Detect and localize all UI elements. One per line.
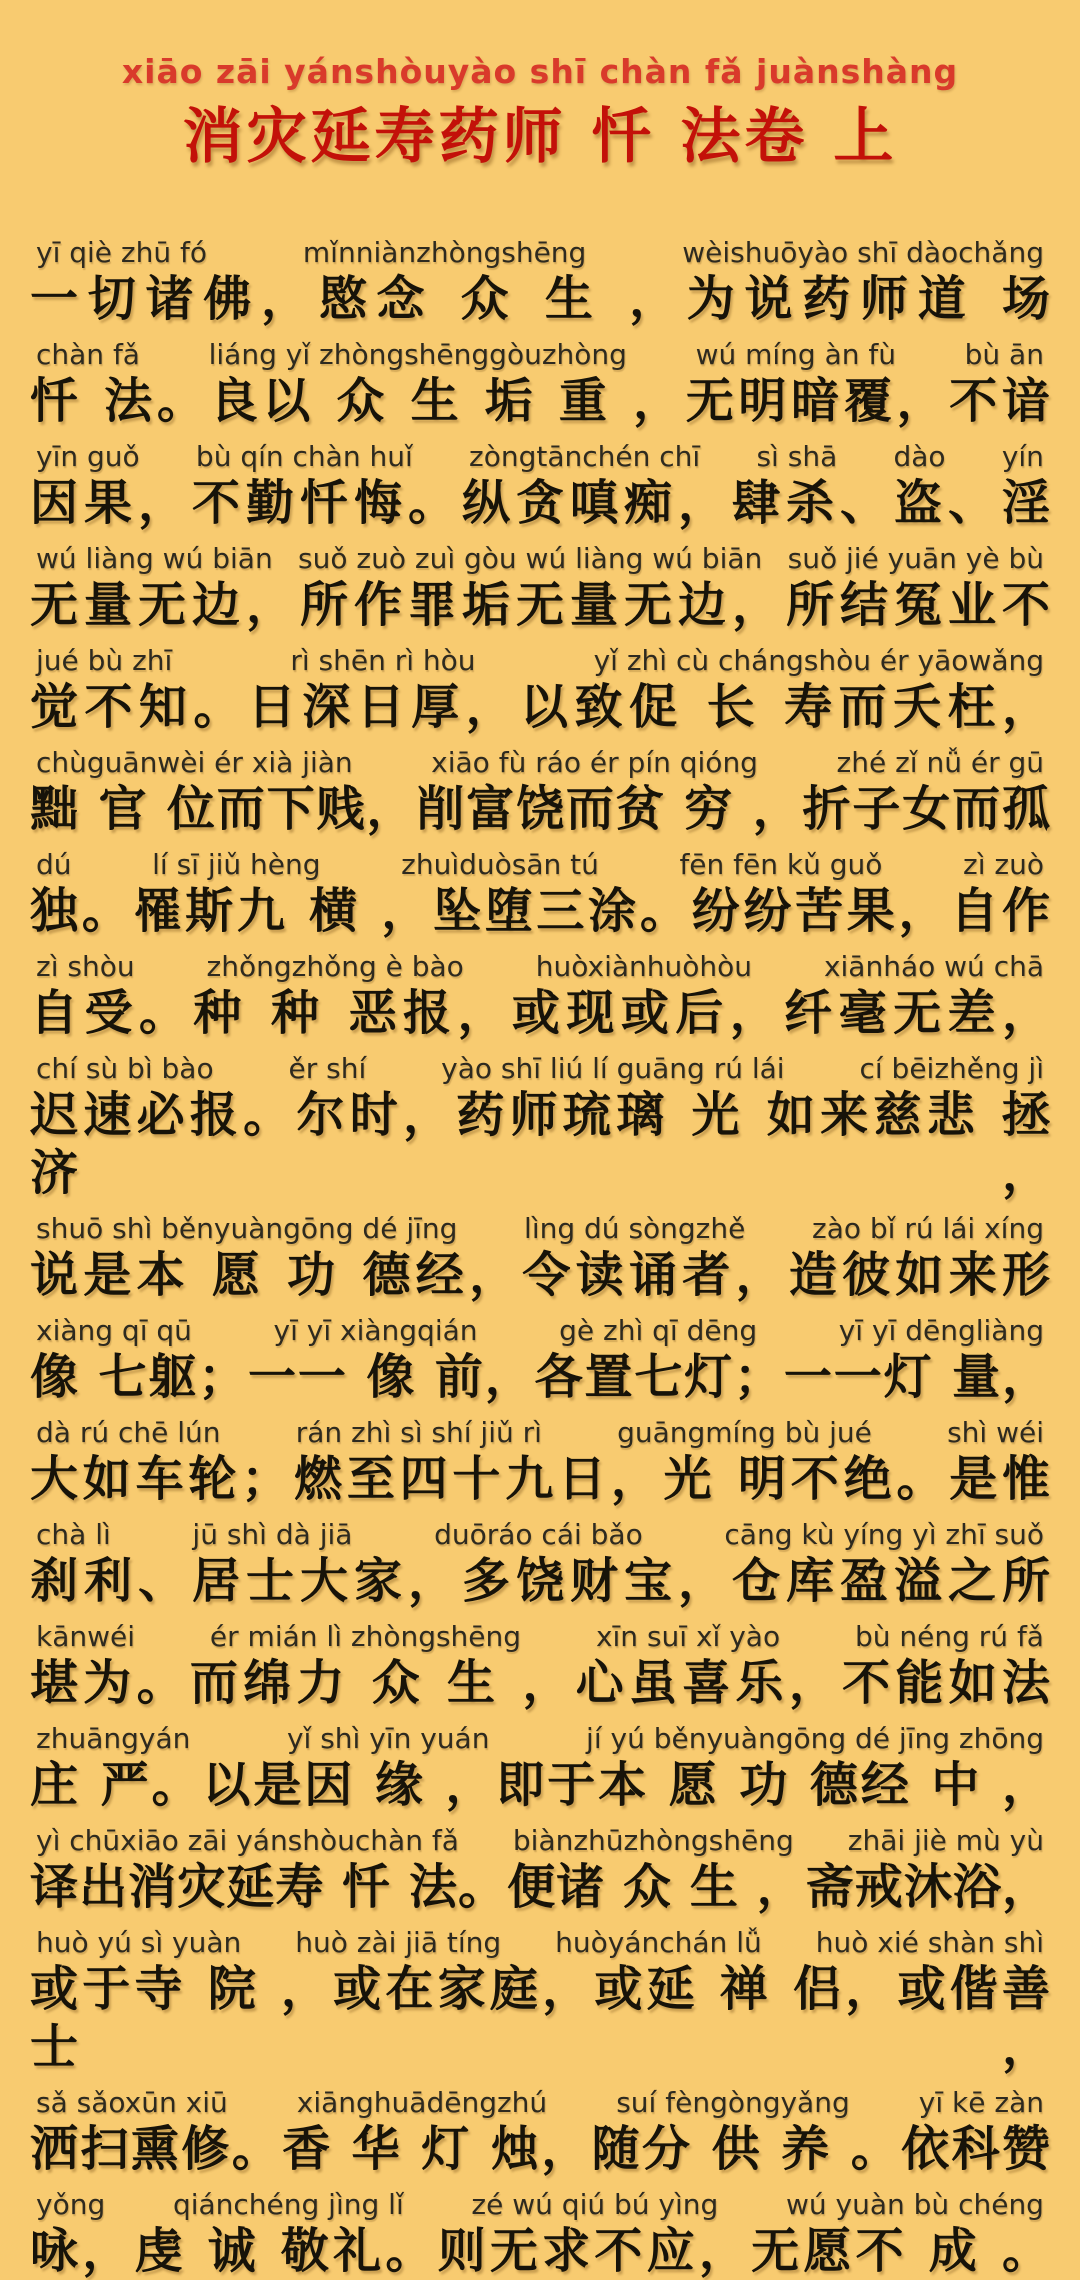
pinyin-group: suǒ zuò zuì gòu wú liàng wú biān — [298, 542, 763, 575]
pinyin-group: guāngmíng bù jué — [617, 1416, 872, 1449]
pinyin-group: chùguānwèi ér xià jiàn — [36, 746, 353, 779]
pinyin-group: yǒng — [36, 2188, 106, 2221]
pinyin-group: ér mián lì zhòngshēng — [209, 1620, 522, 1653]
pinyin-group: shì wéi — [947, 1416, 1044, 1449]
pinyin-group: huò xié shàn shì — [815, 1926, 1044, 1959]
text-line — [30, 1212, 1050, 1304]
pinyin-group: zhé zǐ nǚ ér gū — [836, 746, 1044, 779]
text-line — [30, 1620, 1050, 1712]
pinyin-group: bù ān — [964, 338, 1044, 371]
pinyin-group: huò yú sì yuàn — [36, 1926, 242, 1959]
pinyin-group: gè zhì qī dēng — [559, 1314, 758, 1347]
pinyin-group: cāng kù yíng yì zhī suǒ — [724, 1518, 1044, 1551]
pinyin-line — [30, 338, 1050, 372]
pinyin-line — [30, 1212, 1050, 1246]
pinyin-group: jué bù zhī — [36, 644, 173, 677]
pinyin-group: mǐnniànzhòngshēng — [302, 236, 587, 269]
pinyin-group: suí fèngòngyǎng — [616, 2086, 850, 2119]
pinyin-group: wèishuōyào shī dàochǎng — [682, 236, 1044, 269]
page-title-pinyin: xiāo zāi yánshòuyào shī chàn fǎ juànshàng — [121, 52, 959, 91]
pinyin-group: yín — [1001, 440, 1044, 473]
pinyin-group: rán zhì sì shí jiǔ rì — [295, 1416, 542, 1449]
pinyin-group: rì shēn rì hòu — [290, 644, 476, 677]
hanzi-line: 堪为。而绵力 众 生 ，心虽喜乐，不能如法 — [30, 1655, 1050, 1711]
text-line — [30, 950, 1050, 1042]
pinyin-group: dú — [36, 848, 72, 881]
pinyin-line — [30, 950, 1050, 984]
page-title: 消灾延寿药师 忏 法卷 上 — [182, 102, 898, 172]
pinyin-line — [30, 1518, 1050, 1552]
pinyin-group: bù qín chàn huǐ — [195, 440, 413, 473]
pinyin-group: chí sù bì bào — [36, 1052, 214, 1085]
pinyin-group: fēn fēn kǔ guǒ — [679, 848, 883, 881]
hanzi-line: 咏，虔 诚 敬礼。则无求不应，无愿不 成 。 — [30, 2223, 1050, 2279]
text-line — [30, 1926, 1050, 2076]
pinyin-line — [30, 2188, 1050, 2222]
text-line — [30, 2086, 1050, 2178]
pinyin-line — [30, 440, 1050, 474]
pinyin-group: yī kē zàn — [918, 2086, 1044, 2119]
hanzi-line: 忏 法。良以 众 生 垢 重 ，无明暗覆，不谙 — [30, 373, 1050, 429]
text-line — [30, 1722, 1050, 1814]
pinyin-group: yīn guǒ — [36, 440, 140, 473]
pinyin-group: xiānghuādēngzhú — [296, 2086, 548, 2119]
pinyin-group: kānwéi — [36, 1620, 136, 1653]
text-line — [30, 440, 1050, 532]
pinyin-group: shuō shì běnyuàngōng dé jīng — [36, 1212, 458, 1245]
pinyin-line — [30, 542, 1050, 576]
pinyin-line — [30, 236, 1050, 270]
title-block — [0, 0, 1080, 174]
pinyin-group: dào — [893, 440, 946, 473]
pinyin-group: qiánchéng jìng lǐ — [172, 2188, 404, 2221]
pinyin-group: xiāo fù ráo ér pín qióng — [431, 746, 758, 779]
pinyin-group: liáng yǐ zhòngshēnggòuzhòng — [208, 338, 627, 371]
pinyin-group: jū shì dà jiā — [192, 1518, 353, 1551]
pinyin-line — [30, 1416, 1050, 1450]
pinyin-line — [30, 2086, 1050, 2120]
pinyin-group: xiānháo wú chā — [823, 950, 1044, 983]
hanzi-line: 像 七躯；一一 像 前，各置七灯；一一灯 量， — [30, 1349, 1050, 1405]
pinyin-group: zòngtānchén chī — [469, 440, 701, 473]
pinyin-group: duōráo cái bǎo — [434, 1518, 643, 1551]
text-line — [30, 1314, 1050, 1406]
pinyin-group: zé wú qiú bú yìng — [471, 2188, 719, 2221]
pinyin-group: lìng dú sòngzhě — [524, 1212, 746, 1245]
pinyin-group: zì zuò — [963, 848, 1044, 881]
pinyin-group: huòxiànhuòhòu — [535, 950, 753, 983]
pinyin-group: sì shā — [756, 440, 838, 473]
pinyin-group: zhǒngzhǒng è bào — [206, 950, 464, 983]
pinyin-group: yǐ shì yīn yuán — [286, 1722, 490, 1755]
hanzi-line: 迟速必报。尔时，药师琉璃 光 如来慈悲 拯 济， — [30, 1087, 1050, 1201]
pinyin-group: yī yī xiàngqián — [273, 1314, 478, 1347]
pinyin-group: yì chūxiāo zāi yánshòuchàn fǎ — [36, 1824, 459, 1857]
text-line — [30, 1824, 1050, 1916]
pinyin-group: zhuìduòsān tú — [401, 848, 599, 881]
pinyin-group: wú míng àn fù — [695, 338, 896, 371]
pinyin-group: zào bǐ rú lái xíng — [812, 1212, 1044, 1245]
hanzi-line: 洒扫熏修。香 华 灯 烛，随分 供 养 。依科赞 — [30, 2121, 1050, 2177]
pinyin-group: suǒ jié yuān yè bù — [787, 542, 1044, 575]
text-line — [30, 1416, 1050, 1508]
pinyin-line — [30, 746, 1050, 780]
pinyin-line — [30, 1052, 1050, 1086]
pinyin-group: xiàng qī qū — [36, 1314, 192, 1347]
pinyin-group: bù néng rú fǎ — [854, 1620, 1044, 1653]
hanzi-line: 一切诸佛，愍念 众 生 ，为说药师道 场 — [30, 271, 1050, 327]
hanzi-line: 译出消灾延寿 忏 法。便诸 众 生 ，斋戒沐浴， — [30, 1859, 1050, 1915]
pinyin-group: huò zài jiā tíng — [295, 1926, 502, 1959]
hanzi-line: 或于寺 院 ，或在家庭，或延 禅 侣，或偕善士， — [30, 1961, 1050, 2075]
hanzi-line: 刹利、居士大家，多饶财宝，仓库盈溢之所 — [30, 1553, 1050, 1609]
pinyin-line — [30, 1824, 1050, 1858]
text-line — [30, 848, 1050, 940]
scripture-body — [0, 236, 1080, 2280]
pinyin-line — [30, 1620, 1050, 1654]
pinyin-group: yào shī liú lí guāng rú lái — [441, 1052, 785, 1085]
pinyin-group: lí sī jiǔ hèng — [152, 848, 321, 881]
pinyin-group: sǎ sǎoxūn xiū — [36, 2086, 228, 2119]
pinyin-group: yǐ zhì cù chángshòu ér yāowǎng — [593, 644, 1044, 677]
hanzi-line: 无量无边，所作罪垢无量无边，所结冤业不 — [30, 577, 1050, 633]
pinyin-line — [30, 644, 1050, 678]
pinyin-group: xīn suī xǐ yào — [595, 1620, 781, 1653]
pinyin-group: huòyánchán lǚ — [555, 1926, 762, 1959]
pinyin-group: zhāi jiè mù yù — [847, 1824, 1044, 1857]
hanzi-line: 大如车轮；燃至四十九日，光 明不绝。是惟 — [30, 1451, 1050, 1507]
pinyin-group: yī qiè zhū fó — [36, 236, 208, 269]
pinyin-group: dà rú chē lún — [36, 1416, 221, 1449]
pinyin-group: ěr shí — [288, 1052, 367, 1085]
hanzi-line: 独。罹斯九 横 ，坠堕三涂。纷纷苦果，自作 — [30, 883, 1050, 939]
pinyin-group: biànzhūzhòngshēng — [512, 1824, 794, 1857]
text-line — [30, 236, 1050, 328]
text-line — [30, 1052, 1050, 1202]
pinyin-line — [30, 1722, 1050, 1756]
pinyin-line — [30, 1926, 1050, 1960]
hanzi-line: 因果，不勤忏悔。纵贪嗔痴，肆杀、盗、淫 — [30, 475, 1050, 531]
pinyin-line — [30, 848, 1050, 882]
hanzi-line: 觉不知。日深日厚，以致促 长 寿而夭枉， — [30, 679, 1050, 735]
pinyin-group: zì shòu — [36, 950, 135, 983]
pinyin-group: wú liàng wú biān — [36, 542, 273, 575]
pinyin-group: cí bēizhěng jì — [859, 1052, 1044, 1085]
hanzi-line: 黜 官 位而下贱，削富饶而贫 穷 ，折子女而孤 — [30, 781, 1050, 837]
text-line — [30, 644, 1050, 736]
hanzi-line: 说是本 愿 功 德经，令读诵者，造彼如来形 — [30, 1247, 1050, 1303]
pinyin-line — [30, 1314, 1050, 1348]
pinyin-group: chàn fǎ — [36, 338, 140, 371]
pinyin-group: yī yī dēngliàng — [838, 1314, 1044, 1347]
text-line — [30, 542, 1050, 634]
hanzi-line: 自受。种 种 恶报，或现或后，纤毫无差， — [30, 985, 1050, 1041]
text-line — [30, 1518, 1050, 1610]
text-line — [30, 338, 1050, 430]
pinyin-group: wú yuàn bù chéng — [785, 2188, 1044, 2221]
pinyin-group: chà lì — [36, 1518, 111, 1551]
hanzi-line: 庄 严。以是因 缘 ，即于本 愿 功 德经 中 ， — [30, 1757, 1050, 1813]
text-line — [30, 746, 1050, 838]
pinyin-group: zhuāngyán — [36, 1722, 191, 1755]
text-line — [30, 2188, 1050, 2280]
pinyin-group: jí yú běnyuàngōng dé jīng zhōng — [586, 1722, 1044, 1755]
